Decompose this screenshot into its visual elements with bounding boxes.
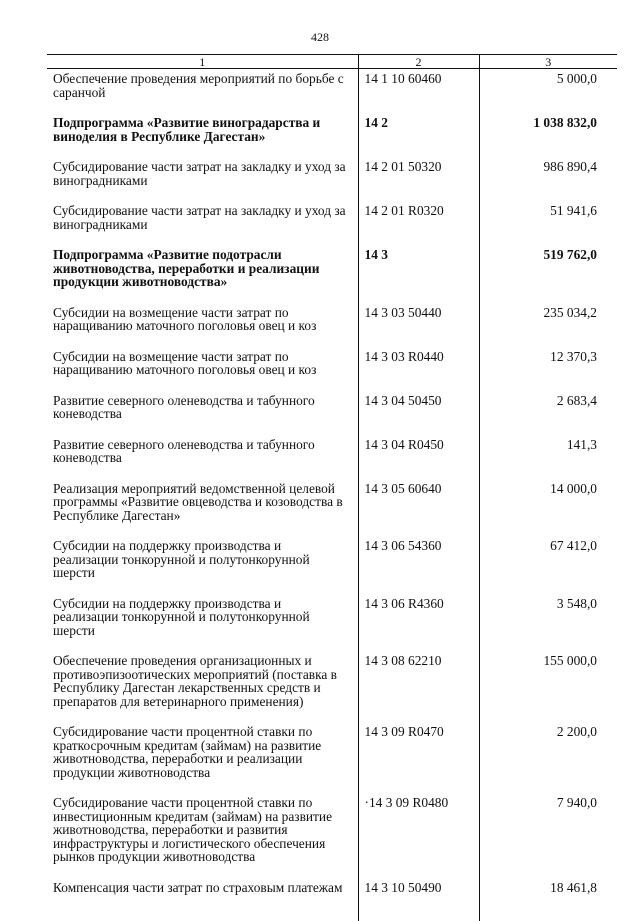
- row-name: Компенсация части затрат по страховым платежам: [47, 878, 358, 895]
- row-code: 14 3 03 50440: [358, 303, 479, 347]
- row-name: Субсидирование части процентной ставки по краткосрочным кредитам (займам) на развитие животноводства, переработки и реализации продукции животноводства: [47, 722, 358, 793]
- column-number-3: 3: [479, 55, 617, 69]
- table-row: [47, 113, 617, 157]
- row-code: 14 1 10 60460: [358, 69, 479, 114]
- row-amount: 51 941,6: [479, 201, 617, 245]
- row-code: 14 3 06 54360: [358, 536, 479, 594]
- row-amount: 2 683,4: [479, 391, 617, 435]
- row-name: Субсидирование части процентной ставки по инвестиционным кредитам (займам) на развитие животноводства, переработки и развития инфраструктуры и логистического обеспечения рынков продукции животноводства: [47, 793, 358, 878]
- row-code: 14 3 03 R0440: [358, 347, 479, 391]
- row-code: 14 3 04 50450: [358, 391, 479, 435]
- row-amount: 18 461,8: [479, 878, 617, 895]
- table-row: [47, 245, 617, 303]
- table-row: [47, 347, 617, 391]
- table-row: [47, 391, 617, 435]
- row-amount: 5 000,0: [479, 69, 617, 114]
- budget-table: [47, 54, 617, 921]
- row-name: Развитие северного оленеводства и табунного коневодства: [47, 435, 358, 479]
- row-code: 14 2: [358, 113, 479, 157]
- table-row: [47, 536, 617, 594]
- row-code: 14 3 10 50490: [358, 878, 479, 895]
- row-code: 14 2 01 50320: [358, 157, 479, 201]
- table-filler-row: [47, 894, 617, 921]
- row-name: Субсидии на поддержку производства и реализации тонкорунной и полутонкорунной шерсти: [47, 536, 358, 594]
- row-code: 14 3 04 R0450: [358, 435, 479, 479]
- row-name: Подпрограмма «Развитие виноградарства и виноделия в Республике Дагестан»: [47, 113, 358, 157]
- row-amount: 3 548,0: [479, 594, 617, 652]
- row-name: Обеспечение проведения мероприятий по борьбе с саранчой: [47, 69, 358, 114]
- row-amount: 986 890,4: [479, 157, 617, 201]
- row-code: 14 3 06 R4360: [358, 594, 479, 652]
- row-amount: 7 940,0: [479, 793, 617, 878]
- row-name: Подпрограмма «Развитие подотрасли животноводства, переработки и реализации продукции животноводства»: [47, 245, 358, 303]
- row-amount: 519 762,0: [479, 245, 617, 303]
- row-code: 14 3: [358, 245, 479, 303]
- table-row: [47, 69, 617, 114]
- row-amount: 67 412,0: [479, 536, 617, 594]
- row-amount: 2 200,0: [479, 722, 617, 793]
- row-name: Субсидии на поддержку производства и реализации тонкорунной и полутонкорунной шерсти: [47, 594, 358, 652]
- row-name: Обеспечение проведения организационных и противоэпизоотических мероприятий (поставка в Республику Дагестан лекарственных средств и препаратов для ветеринарного применения): [47, 651, 358, 722]
- table-body: [47, 69, 617, 921]
- row-amount: 155 000,0: [479, 651, 617, 722]
- column-number-header: [47, 55, 617, 69]
- table-row: [47, 479, 617, 537]
- row-name: Развитие северного оленеводства и табунного коневодства: [47, 391, 358, 435]
- row-name: Реализация мероприятий ведомственной целевой программы «Развитие овцеводства и козоводства в Республике Дагестан»: [47, 479, 358, 537]
- row-amount: 14 000,0: [479, 479, 617, 537]
- row-amount: 235 034,2: [479, 303, 617, 347]
- row-name: Субсидии на возмещение части затрат по наращиванию маточного поголовья овец и коз: [47, 347, 358, 391]
- row-name: Субсидии на возмещение части затрат по наращиванию маточного поголовья овец и коз: [47, 303, 358, 347]
- row-name: Субсидирование части затрат на закладку и уход за виноградниками: [47, 201, 358, 245]
- row-code: ·14 3 09 R0480: [358, 793, 479, 878]
- table-row: [47, 157, 617, 201]
- column-number-1: 1: [47, 55, 358, 69]
- filler-cell: [479, 894, 617, 921]
- row-name: Субсидирование части затрат на закладку и уход за виноградниками: [47, 157, 358, 201]
- row-code: 14 3 09 R0470: [358, 722, 479, 793]
- table-row: [47, 594, 617, 652]
- row-amount: 12 370,3: [479, 347, 617, 391]
- budget-table-wrap: [47, 54, 617, 840]
- table-row: [47, 201, 617, 245]
- table-row: [47, 722, 617, 793]
- table-row: [47, 435, 617, 479]
- row-amount: 1 038 832,0: [479, 113, 617, 157]
- row-amount: 141,3: [479, 435, 617, 479]
- table-row: [47, 793, 617, 878]
- table-row: [47, 303, 617, 347]
- row-code: 14 3 08 62210: [358, 651, 479, 722]
- row-code: 14 2 01 R0320: [358, 201, 479, 245]
- page-number: 428: [0, 30, 640, 45]
- filler-cell: [358, 894, 479, 921]
- table-row: [47, 878, 617, 895]
- table-row: [47, 651, 617, 722]
- column-number-2: 2: [358, 55, 479, 69]
- row-code: 14 3 05 60640: [358, 479, 479, 537]
- filler-cell: [47, 894, 358, 921]
